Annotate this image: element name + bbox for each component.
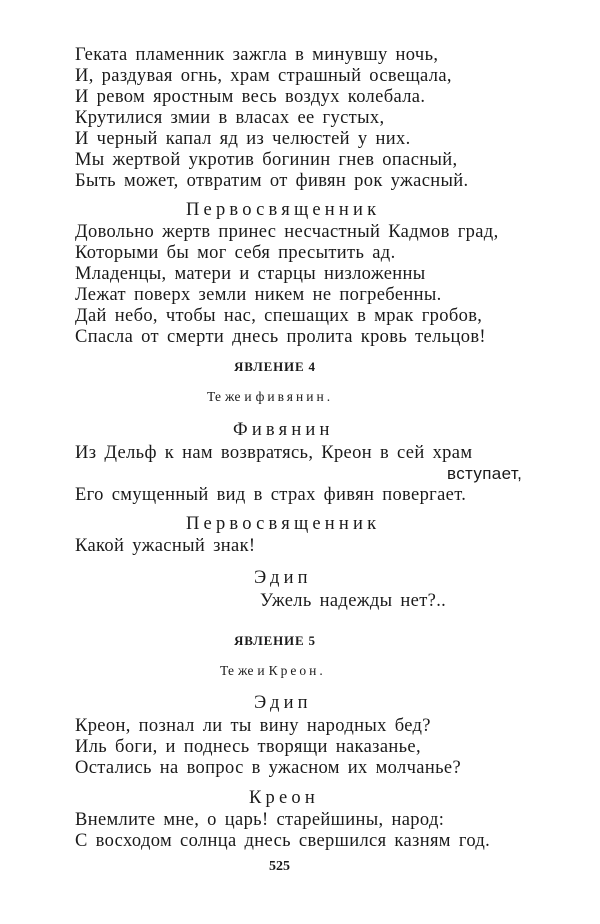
verse-line: Остались на вопрос в ужасном их молчанье? (75, 758, 461, 778)
verse-line: Ужель надежды нет?.. (260, 591, 447, 611)
verse-line: Крутилися змии в власах ее густых, (75, 108, 385, 128)
speaker-name: Эдип (254, 693, 312, 713)
verse-line: Дай небо, чтобы нас, спешащих в мрак гробов, (75, 306, 483, 326)
verse-line: Довольно жертв принес несчастный Кадмов град, (75, 222, 499, 242)
scene-title: ЯВЛЕНИЕ 5 (234, 633, 316, 648)
verse-line: И, раздувая огнь, храм страшный освещала, (75, 66, 452, 86)
verse-line: Геката пламенник зажгла в минувшу ночь, (75, 45, 439, 65)
verse-line: Быть может, отвратим от фивян рок ужасный. (75, 171, 469, 191)
speaker-name: Первосвященник (186, 514, 381, 534)
verse-line: И черный капал яд из челюстей у них. (75, 129, 411, 149)
stage-direction-character: фивянин (255, 389, 327, 404)
speaker-name: Креон (249, 788, 319, 808)
verse-line: И ревом яростным весь воздух колебала. (75, 87, 426, 107)
stage-direction (220, 663, 323, 679)
verse-line: Младенцы, матери и старцы низложенны (75, 264, 426, 284)
verse-line: Его смущенный вид в страх фивян повергает. (75, 485, 467, 505)
page-number: 525 (269, 859, 290, 874)
stage-direction-suffix: . (319, 663, 324, 678)
verse-line: Которыми бы мог себя пресытить ад. (75, 243, 396, 263)
verse-line: Спасла от смерти днесь пролита кровь тельцов! (75, 327, 486, 347)
stage-direction-prefix: Те же и (207, 389, 256, 404)
speaker-name: Первосвященник (186, 200, 381, 220)
verse-line-wrapped: вступает, (447, 464, 523, 483)
speaker-name: Эдип (254, 568, 312, 588)
verse-line: Мы жертвой укротив богинин гнев опасный, (75, 150, 458, 170)
stage-direction-prefix: Те же и (220, 663, 269, 678)
verse-line: Иль боги, и поднесь творящи наказанье, (75, 737, 421, 757)
speaker-name: Фивянин (233, 420, 334, 440)
stage-direction-character: Креон (268, 663, 320, 678)
verse-line: Внемлите мне, о царь! старейшины, народ: (75, 810, 445, 830)
stage-direction-suffix: . (326, 389, 331, 404)
verse-line: Креон, познал ли ты вину народных бед? (75, 716, 431, 736)
scene-title: ЯВЛЕНИЕ 4 (234, 359, 316, 374)
stage-direction (207, 389, 330, 405)
verse-line: С восходом солнца днесь свершился казням год. (75, 831, 491, 851)
verse-line: Какой ужасный знак! (75, 536, 256, 556)
verse-line: Лежат поверх земли никем не погребенны. (75, 285, 442, 305)
verse-line: Из Дельф к нам возвратясь, Креон в сей храм (75, 443, 473, 463)
